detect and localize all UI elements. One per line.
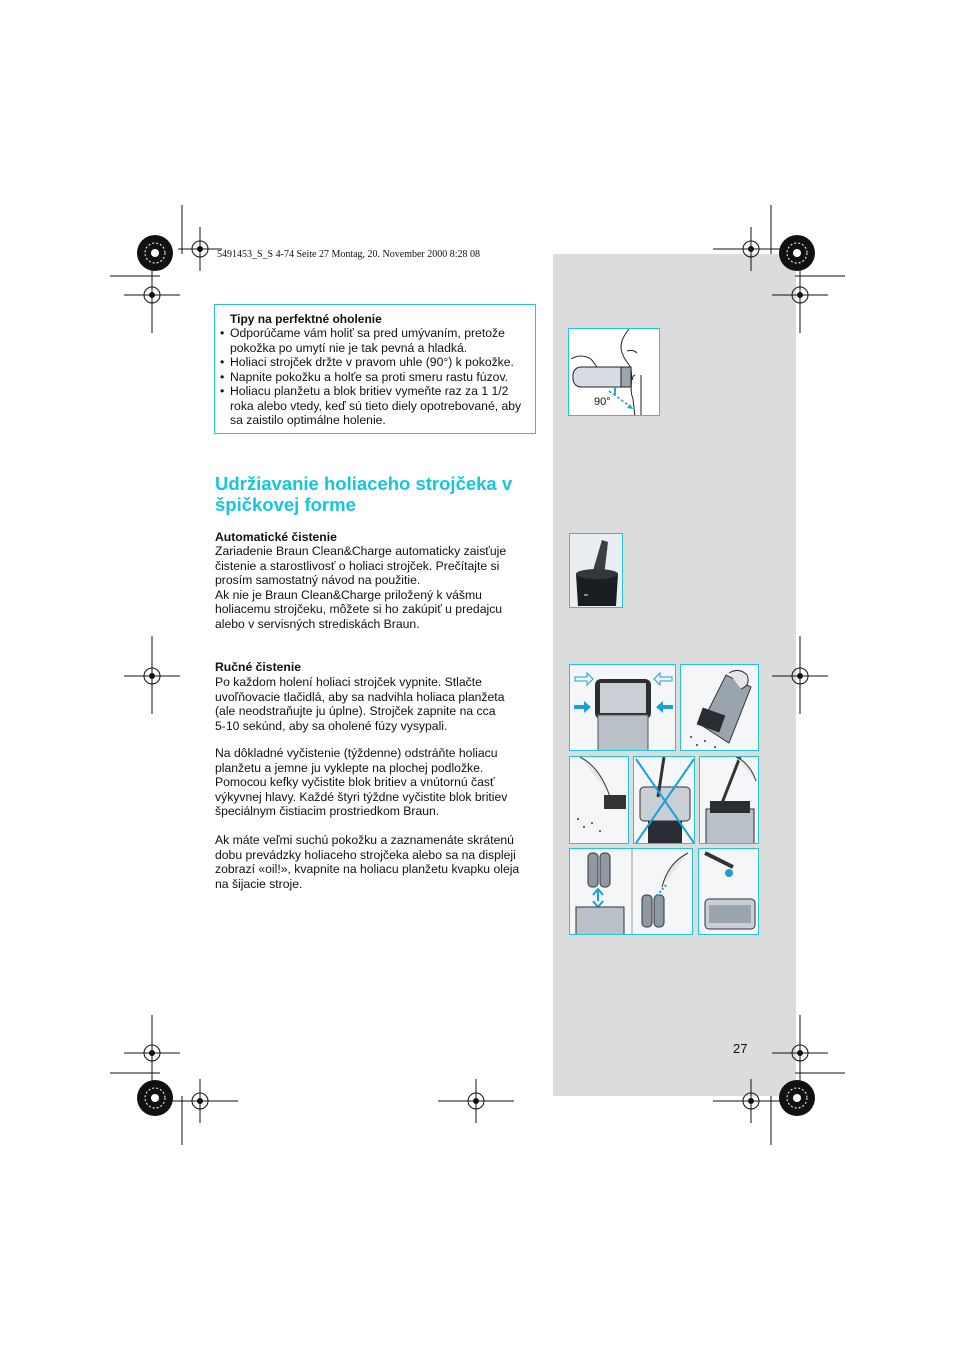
release-foil-drawing — [570, 665, 676, 751]
brush-cutter-drawing — [700, 757, 759, 844]
clean-charge-illustration — [569, 533, 623, 608]
manual-cleaning-text-1: Po každom holení holiaci strojček vypnite. Stlačte uvoľňovacie tlačidlá, aby sa nadvihla holiaca planžeta (ale neodstraňujte ju úplne). Strojček zapnite na cca 5-10 sekúnd, aby sa oholené fúzy vysypali. — [215, 675, 505, 733]
release-foil-illustration — [569, 664, 676, 751]
face-shaver-drawing — [569, 329, 660, 416]
section-title: Udržiavanie holiaceho strojčeka v špičkovej forme — [215, 473, 513, 515]
oil-foil-drawing — [699, 849, 759, 935]
remove-cutter-illustration — [569, 848, 693, 935]
shaving-angle-illustration — [568, 328, 660, 416]
page-number: 27 — [733, 1041, 748, 1056]
tap-out-hairs-illustration — [680, 664, 759, 751]
tap-out-hairs-drawing — [681, 665, 759, 751]
tips-item: • Holiaci strojček držte v pravom uhle (90°) k pokožke. — [220, 355, 535, 370]
oil-foil-illustration — [698, 848, 759, 935]
do-not-brush-foil-illustration — [633, 756, 695, 844]
tap-foil-drawing — [570, 757, 629, 844]
manual-cleaning-text-3: Ak máte veľmi suchú pokožku a zaznamenáte skrátenú dobu prevádzky holiaceho strojčeka alebo sa na displeji zobrazí «oil!», kvapnite na holiacu planžetu kvapku oleja na šijacie stroje. — [215, 833, 520, 891]
automatic-cleaning-text: Zariadenie Braun Clean&Charge automaticky zaisťuje čistenie a starostlivosť o holiaci strojček. Prečítajte si prosím samostatný návod na použitie. Ak nie je Braun Clean&Charge priložený k vášmu holiacemu strojčeku, môžete si ho zakúpiť u predajcu alebo v servisných strediskách Braun. — [215, 544, 507, 631]
tap-foil-illustration — [569, 756, 629, 844]
tips-item: • Odporúčame vám holiť sa pred umývaním, pretože pokožka po umytí nie je tak pevná a hladká. — [220, 326, 535, 355]
print-imprint: 5491453_S_S 4-74 Seite 27 Montag, 20. November 2000 8:28 08 — [217, 249, 481, 260]
tips-item: • Holiacu planžetu a blok britiev vymeňte raz za 1 1/2 roka alebo vtedy, keď sú tieto diely opotrebované, aby sa zaistilo optimálne holenie. — [220, 384, 535, 428]
angle-label: 90° — [594, 396, 611, 408]
do-not-brush-foil-drawing — [634, 757, 695, 844]
automatic-cleaning-title: Automatické čistenie — [215, 530, 337, 544]
tips-box — [214, 304, 536, 434]
clean-charge-drawing — [570, 534, 623, 608]
manual-cleaning-title: Ručné čistenie — [215, 660, 302, 674]
tips-title: Tipy na perfektné oholenie — [230, 312, 382, 326]
remove-cutter-drawing — [570, 849, 693, 935]
manual-cleaning-text-2: Na dôkladné vyčistenie (týždenne) odstráňte holiacu planžetu a jemne ju vyklepte na plochej podložke. Pomocou kefky vyčistite blok britiev a vnútornú časť výkyvnej hlavy. Každé štyri týždne vyčistite blok britiev špeciálnym čistiacim prostriedkom Braun. — [215, 746, 508, 819]
tips-item: • Napnite pokožku a holťe sa proti smeru rastu fúzov. — [220, 370, 535, 385]
tips-list — [220, 326, 535, 428]
brush-cutter-illustration — [699, 756, 759, 844]
